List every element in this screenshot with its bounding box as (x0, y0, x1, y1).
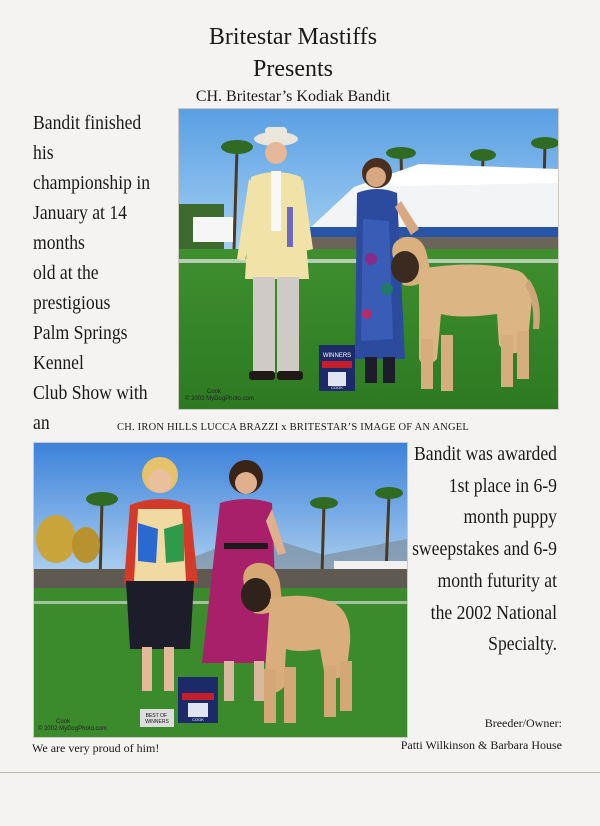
photo-credit-2: © 2002 MyDogPhoto.com (38, 726, 107, 732)
sign-brand-2: COOK (192, 717, 204, 722)
championship-paragraph: Bandit finished his championship in January at 14 months old at the prestigious Palm Springs Kennel Club Show with an (33, 112, 151, 434)
pedigree-line: CH. IRON HILLS LUCCA BRAZZI x BRITESTAR’S IMAGE OF AN ANGEL (117, 422, 469, 433)
breeder-label: Breeder/Owner: (484, 716, 562, 730)
best-of-winners-label: BEST OF WINNERS (145, 713, 169, 725)
winners-sign-label: WINNERS (322, 353, 352, 359)
breeder-names: Patti Wilkinson & Barbara House (400, 738, 562, 752)
presents-heading: Presents (253, 56, 333, 82)
awards-paragraph: Bandit was awarded 1st place in 6-9 month puppy sweepstakes and 6-9 month futurity at the 2002 National Specialty. (412, 443, 557, 656)
proud-caption: We are very proud of him! (32, 741, 160, 755)
dog-name: CH. Britestar’s Kodiak Bandit (195, 88, 391, 105)
photographer-mark-2: Cook (56, 719, 71, 725)
winners-sign (319, 345, 355, 391)
kennel-name: Britestar Mastiffs (208, 24, 378, 50)
photo-credit: © 2003 MyDogPhoto.com (185, 396, 254, 402)
bottom-divider (0, 772, 600, 773)
photographer-mark: Cook (207, 389, 222, 395)
sign-brand: COOK (331, 385, 343, 390)
show-photo-1 (178, 108, 559, 410)
show-photo-2 (33, 442, 408, 738)
